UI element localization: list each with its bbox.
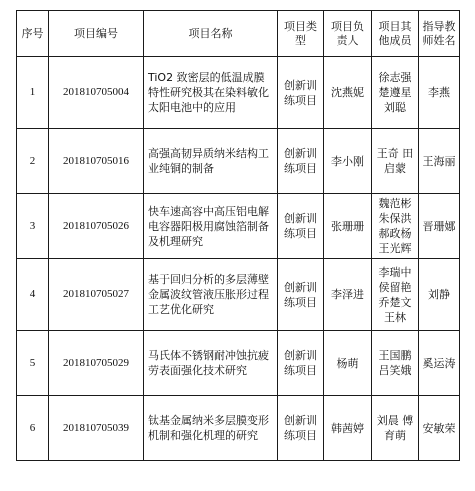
- cell-advisor: 奚运涛: [419, 331, 460, 396]
- cell-code: 201810705039: [49, 396, 144, 461]
- cell-type: 创新训练项目: [278, 331, 324, 396]
- cell-title: 高强高韧异质纳米结构工业纯铜的制备: [144, 129, 278, 194]
- cell-code: 201810705026: [49, 194, 144, 259]
- cell-title: TiO2 致密层的低温成膜特性研究极其在染料敏化太阳电池中的应用: [144, 57, 278, 129]
- cell-advisor: 王海丽: [419, 129, 460, 194]
- header-type: 项目类型: [278, 11, 324, 57]
- table-row: [17, 396, 460, 461]
- header-index: 序号: [17, 11, 49, 57]
- cell-index: 6: [17, 396, 49, 461]
- cell-index: 4: [17, 259, 49, 331]
- cell-leader: 张珊珊: [324, 194, 372, 259]
- cell-type: 创新训练项目: [278, 57, 324, 129]
- cell-title: 快车速高容中高压铝电解电容器阳极用腐蚀箔制备及机理研究: [144, 194, 278, 259]
- cell-index: 1: [17, 57, 49, 129]
- cell-advisor: 李燕: [419, 57, 460, 129]
- cell-members: 徐志强 楚遵星 刘聪: [372, 57, 419, 129]
- cell-title: 基于回归分析的多层薄壁金属波纹管液压胀形过程工艺优化研究: [144, 259, 278, 331]
- header-members: 项目其他成员: [372, 11, 419, 57]
- table-row: [17, 194, 460, 259]
- cell-index: 3: [17, 194, 49, 259]
- cell-leader: 李小刚: [324, 129, 372, 194]
- cell-leader: 沈燕妮: [324, 57, 372, 129]
- project-table: [16, 10, 460, 461]
- cell-advisor: 安敏荣: [419, 396, 460, 461]
- cell-leader: 李泽进: [324, 259, 372, 331]
- cell-leader: 杨萌: [324, 331, 372, 396]
- cell-code: 201810705027: [49, 259, 144, 331]
- cell-leader: 韩茜婷: [324, 396, 372, 461]
- header-code: 项目编号: [49, 11, 144, 57]
- cell-members: 李瑞中 侯留艳 乔楚文 王林: [372, 259, 419, 331]
- header-advisor: 指导教师姓名: [419, 11, 460, 57]
- cell-code: 201810705004: [49, 57, 144, 129]
- cell-members: 王国鹏 吕笑娥: [372, 331, 419, 396]
- cell-advisor: 刘静: [419, 259, 460, 331]
- cell-type: 创新训练项目: [278, 129, 324, 194]
- cell-title: 钛基金属纳米多层膜变形机制和强化机理的研究: [144, 396, 278, 461]
- header-row: [17, 11, 460, 57]
- cell-type: 创新训练项目: [278, 194, 324, 259]
- cell-code: 201810705016: [49, 129, 144, 194]
- cell-members: 王奇 田启蒙: [372, 129, 419, 194]
- cell-members: 刘晨 傅育萌: [372, 396, 419, 461]
- cell-type: 创新训练项目: [278, 259, 324, 331]
- cell-code: 201810705029: [49, 331, 144, 396]
- table-row: [17, 331, 460, 396]
- cell-type: 创新训练项目: [278, 396, 324, 461]
- table-row: [17, 259, 460, 331]
- header-leader: 项目负责人: [324, 11, 372, 57]
- table-row: [17, 57, 460, 129]
- cell-index: 5: [17, 331, 49, 396]
- cell-title: 马氏体不锈钢耐冲蚀抗疲劳表面强化技术研究: [144, 331, 278, 396]
- header-title: 项目名称: [144, 11, 278, 57]
- cell-members: 魏范彬 朱保洪 郝政杨 王光辉: [372, 194, 419, 259]
- cell-index: 2: [17, 129, 49, 194]
- cell-advisor: 晋珊娜: [419, 194, 460, 259]
- table-row: [17, 129, 460, 194]
